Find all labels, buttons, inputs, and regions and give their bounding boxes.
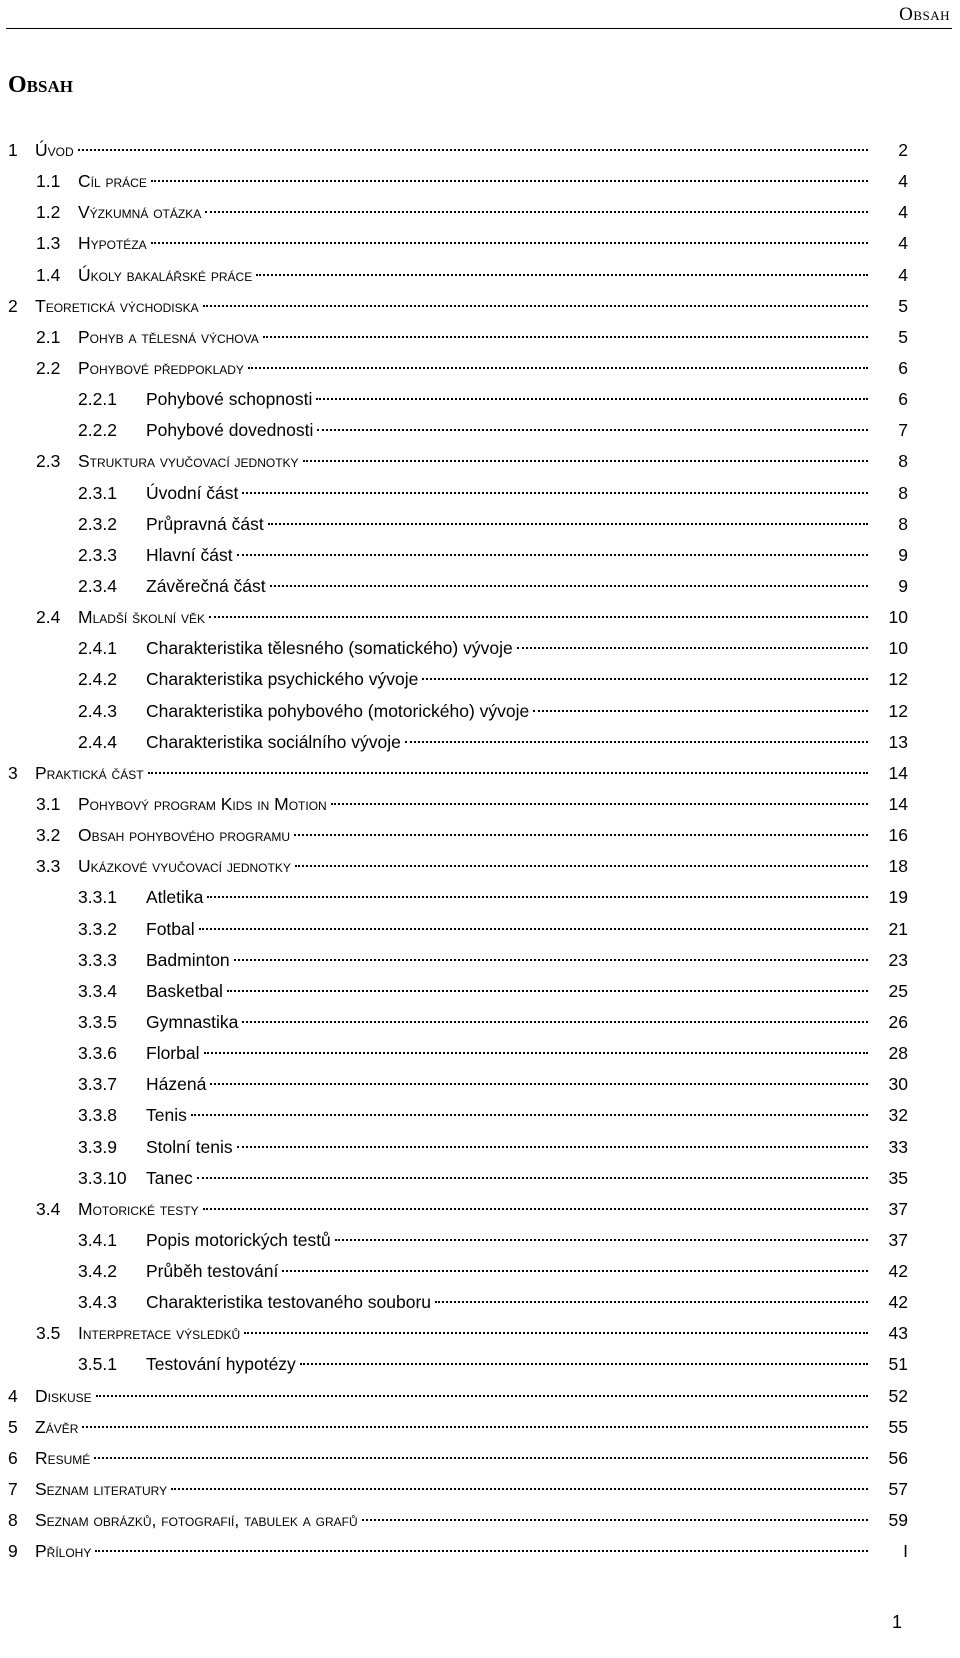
dot-leader	[171, 1488, 868, 1490]
toc-entry-label[interactable]: Popis motorických testů	[146, 1229, 331, 1250]
dot-leader	[294, 834, 868, 836]
toc-entry-page: 14	[888, 762, 908, 783]
dot-leader	[242, 492, 868, 494]
toc-entry[interactable]	[0, 415, 960, 446]
toc-entry[interactable]	[0, 851, 960, 882]
toc-entry-label[interactable]: Pohybový program Kids in Motion	[78, 793, 327, 814]
toc-entry[interactable]	[0, 446, 960, 477]
dot-leader	[204, 1052, 869, 1054]
toc-entry-number: 3.5	[36, 1323, 61, 1344]
toc-entry[interactable]	[0, 322, 960, 353]
toc-entry-label[interactable]: Seznam literatury	[35, 1479, 168, 1500]
toc-entry-page: 13	[888, 731, 908, 752]
toc-entry-label[interactable]: Seznam obrázků, fotografií, tabulek a grafů	[35, 1510, 358, 1531]
toc-entry-page: 19	[888, 887, 908, 908]
toc-entry-label[interactable]: Házená	[146, 1074, 207, 1095]
toc-entry[interactable]	[0, 1225, 960, 1256]
dot-leader	[270, 585, 868, 587]
toc-entry-label[interactable]: Průpravná část	[146, 513, 264, 534]
toc-entry-number: 9	[8, 1541, 18, 1562]
dot-leader	[242, 1021, 868, 1023]
toc-entry-number: 3.4.2	[78, 1261, 117, 1282]
toc-entry-number: 3.3.10	[78, 1167, 127, 1188]
toc-entry-page: 25	[888, 980, 908, 1001]
toc-entry[interactable]	[0, 696, 960, 727]
toc-entry[interactable]	[0, 384, 960, 415]
dot-leader	[203, 1208, 868, 1210]
toc-entry-number: 3.4.3	[78, 1292, 117, 1313]
toc-entry-page: 6	[898, 389, 908, 410]
dot-leader	[205, 211, 868, 213]
dot-leader	[268, 523, 868, 525]
toc-entry[interactable]	[0, 976, 960, 1007]
toc-entry[interactable]	[0, 914, 960, 945]
toc-entry-page: 23	[888, 949, 908, 970]
dot-leader	[362, 1519, 868, 1521]
toc-entry-label[interactable]: Pohybové předpoklady	[78, 357, 244, 378]
toc-entry[interactable]	[0, 1100, 960, 1131]
toc-entry-number: 1.3	[36, 233, 61, 254]
toc-entry-label[interactable]: Motorické testy	[78, 1198, 199, 1219]
toc-entry-label[interactable]: Charakteristika psychického vývoje	[146, 669, 419, 690]
dot-leader	[237, 1146, 868, 1148]
toc-entry-label[interactable]: Interpretace výsledků	[78, 1323, 241, 1344]
toc-entry[interactable]	[0, 291, 960, 322]
toc-entry-label[interactable]: Teoretická východiska	[35, 295, 199, 316]
toc-entry-page: 21	[888, 918, 908, 939]
dot-leader	[316, 398, 868, 400]
toc-entry[interactable]	[0, 882, 960, 913]
dot-leader	[197, 1177, 868, 1179]
dot-leader	[303, 460, 868, 462]
toc-entry-number: 2.3.2	[78, 513, 117, 534]
toc-entry-page: 9	[898, 575, 908, 596]
dot-leader	[237, 554, 868, 556]
toc-entry[interactable]	[0, 135, 960, 166]
toc-entry[interactable]	[0, 1287, 960, 1318]
toc-entry-number: 3.3	[36, 856, 61, 877]
toc-entry-number: 8	[8, 1510, 18, 1531]
toc-entry[interactable]	[0, 1038, 960, 1069]
dot-leader	[331, 803, 868, 805]
toc-entry-page: 30	[888, 1074, 908, 1095]
toc-entry-label[interactable]: Florbal	[146, 1043, 200, 1064]
toc-entry[interactable]	[0, 1318, 960, 1349]
toc-entry-label[interactable]: Cíl práce	[78, 171, 147, 192]
toc-entry-label[interactable]: Charakteristika tělesného (somatického) vývoje	[146, 638, 513, 659]
toc-entry-number: 3.1	[36, 793, 61, 814]
toc-entry[interactable]	[0, 633, 960, 664]
toc-entry[interactable]	[0, 820, 960, 851]
toc-entry-label[interactable]: Hypotéza	[78, 233, 147, 254]
toc-entry[interactable]	[0, 1505, 960, 1536]
toc-entry-page: 18	[888, 856, 908, 877]
toc-entry[interactable]	[0, 1443, 960, 1474]
toc-entry-label[interactable]: Závěr	[35, 1416, 79, 1437]
toc-entry-label[interactable]: Tenis	[146, 1105, 187, 1126]
toc-entry[interactable]	[0, 789, 960, 820]
toc-entry[interactable]	[0, 945, 960, 976]
toc-entry-page: 33	[888, 1136, 908, 1157]
dot-leader	[95, 1550, 868, 1552]
toc-entry[interactable]	[0, 509, 960, 540]
toc-entry-label[interactable]: Fotbal	[146, 918, 195, 939]
toc-entry-number: 1.4	[36, 264, 61, 285]
toc-entry[interactable]	[0, 166, 960, 197]
toc-entry-number: 3.3.8	[78, 1105, 117, 1126]
dot-leader	[256, 274, 868, 276]
toc-entry[interactable]	[0, 1412, 960, 1443]
toc-entry-number: 2.4	[36, 607, 61, 628]
dot-leader	[191, 1114, 868, 1116]
toc-entry-page: 59	[888, 1510, 908, 1531]
dot-leader	[203, 305, 868, 307]
toc-entry-page: 7	[898, 420, 908, 441]
toc-entry-page: 2	[898, 140, 908, 160]
toc-entry-page: 10	[888, 607, 908, 628]
toc-entry-label[interactable]: Přílohy	[35, 1541, 92, 1562]
toc-entry-label[interactable]: Závěrečná část	[146, 575, 266, 596]
toc-entry-label[interactable]: Basketbal	[146, 980, 223, 1001]
page-number: 1	[891, 1612, 902, 1632]
toc-entry-label[interactable]: Výzkumná otázka	[78, 202, 202, 223]
toc-entry-label[interactable]: Úvod	[35, 140, 74, 160]
toc-entry-page: 37	[888, 1229, 908, 1250]
toc-entry-label[interactable]: Charakteristika sociálního vývoje	[146, 731, 401, 752]
dot-leader	[300, 1363, 868, 1365]
toc-entry-number: 2.3	[36, 451, 61, 472]
toc-entry-number: 1.1	[36, 171, 61, 192]
dot-leader	[148, 772, 868, 774]
toc-entry-page: 6	[898, 357, 908, 378]
header-divider	[6, 28, 952, 29]
dot-leader	[295, 865, 868, 867]
toc-entry-page: 32	[888, 1105, 908, 1126]
toc-entry-number: 3.3.6	[78, 1043, 117, 1064]
dot-leader	[151, 242, 868, 244]
toc-entry[interactable]	[0, 260, 960, 291]
toc-entry-label[interactable]: Pohyb a tělesná výchova	[78, 326, 259, 347]
toc-entry-page: 57	[888, 1479, 908, 1500]
toc-entry-label[interactable]: Atletika	[146, 887, 204, 908]
dot-leader	[317, 429, 868, 431]
toc-entry-page: 4	[898, 264, 908, 285]
toc-entry-number: 2.3.1	[78, 482, 117, 503]
toc-entry-label[interactable]: Úkoly bakalářské práce	[78, 264, 253, 285]
toc-entry-page: 26	[888, 1011, 908, 1032]
toc-entry[interactable]	[0, 1069, 960, 1100]
toc-entry[interactable]	[0, 664, 960, 695]
dot-leader	[533, 710, 868, 712]
dot-leader	[210, 1083, 868, 1085]
dot-leader	[248, 367, 868, 369]
dot-leader	[78, 149, 868, 151]
toc-entry-page: 4	[898, 233, 908, 254]
toc-entry-page: 5	[898, 295, 908, 316]
toc-entry-number: 7	[8, 1479, 18, 1500]
toc-entry-label[interactable]: Badminton	[146, 949, 230, 970]
toc-entry-label[interactable]: Praktická část	[35, 762, 144, 783]
toc-entry-label[interactable]: Pohybové schopnosti	[146, 389, 313, 410]
toc-entry-number: 2.2	[36, 357, 61, 378]
toc-entry-label[interactable]: Ukázkové vyučovací jednotky	[78, 856, 291, 877]
toc-entry-label[interactable]: Diskuse	[35, 1385, 92, 1406]
toc-entry-number: 3.3.9	[78, 1136, 117, 1157]
dot-leader	[96, 1395, 868, 1397]
toc-entry-number: 6	[8, 1447, 18, 1468]
toc-entry[interactable]	[0, 1474, 960, 1505]
dot-leader	[405, 741, 868, 743]
toc-entry-number: 2.1	[36, 326, 61, 347]
dot-leader	[94, 1457, 868, 1459]
toc-entry-number: 3.3.1	[78, 887, 117, 908]
toc-entry-label[interactable]: Gymnastika	[146, 1011, 239, 1032]
toc-entry-number: 3.3.2	[78, 918, 117, 939]
toc-entry-page: 4	[898, 202, 908, 223]
dot-leader	[209, 616, 868, 618]
toc-entry-page: 14	[888, 793, 908, 814]
table-of-contents	[0, 135, 960, 1567]
dot-leader	[335, 1239, 868, 1241]
dot-leader	[517, 647, 868, 649]
toc-entry-page: I	[903, 1541, 908, 1562]
toc-entry[interactable]	[0, 1349, 960, 1380]
toc-entry-number: 3	[8, 762, 18, 783]
page-title: Obsah	[8, 72, 73, 98]
toc-entry-page: 52	[888, 1385, 908, 1406]
toc-entry-label[interactable]: Struktura vyučovací jednotky	[78, 451, 299, 472]
toc-entry[interactable]	[0, 1007, 960, 1038]
toc-entry[interactable]	[0, 197, 960, 228]
dot-leader	[207, 896, 868, 898]
toc-entry-page: 56	[888, 1447, 908, 1468]
toc-entry-label[interactable]: Tanec	[146, 1167, 193, 1188]
toc-entry-number: 2.2.2	[78, 420, 117, 441]
toc-entry[interactable]	[0, 602, 960, 633]
dot-leader	[227, 990, 868, 992]
toc-entry-label[interactable]: Pohybové dovednosti	[146, 420, 314, 441]
toc-entry-number: 3.3.3	[78, 949, 117, 970]
toc-entry-number: 2.4.4	[78, 731, 117, 752]
toc-entry[interactable]	[0, 1194, 960, 1225]
toc-entry[interactable]	[0, 228, 960, 259]
toc-entry-page: 51	[888, 1354, 908, 1375]
dot-leader	[234, 959, 868, 961]
toc-entry-number: 4	[8, 1385, 18, 1406]
toc-entry-number: 3.5.1	[78, 1354, 117, 1375]
toc-entry-page: 4	[898, 171, 908, 192]
dot-leader	[199, 928, 868, 930]
toc-entry-page: 35	[888, 1167, 908, 1188]
dot-leader	[151, 180, 868, 182]
dot-leader	[263, 336, 868, 338]
toc-entry[interactable]	[0, 1381, 960, 1412]
toc-entry-page: 43	[888, 1323, 908, 1344]
toc-entry-page: 5	[898, 326, 908, 347]
toc-entry-number: 3.2	[36, 825, 61, 846]
toc-entry[interactable]	[0, 1163, 960, 1194]
toc-entry-label[interactable]: Resumé	[35, 1447, 91, 1468]
toc-entry-number: 2.4.1	[78, 638, 117, 659]
toc-entry[interactable]	[0, 540, 960, 571]
toc-entry-number: 2.3.3	[78, 544, 117, 565]
toc-entry[interactable]	[0, 478, 960, 509]
toc-entry-label[interactable]: Průběh testování	[146, 1261, 279, 1282]
dot-leader	[435, 1301, 868, 1303]
toc-entry-page: 37	[888, 1198, 908, 1219]
dot-leader	[244, 1332, 868, 1334]
toc-entry-number: 1.2	[36, 202, 61, 223]
toc-entry-number: 3.4.1	[78, 1229, 117, 1250]
toc-entry-number: 2.4.3	[78, 700, 117, 721]
toc-entry-page: 12	[888, 669, 908, 690]
toc-entry-page: 8	[898, 513, 908, 534]
toc-entry-number: 3.3.4	[78, 980, 117, 1001]
dot-leader	[282, 1270, 868, 1272]
toc-entry-page: 55	[888, 1416, 908, 1437]
toc-entry-label[interactable]: Hlavní část	[146, 544, 233, 565]
toc-entry-number: 3.4	[36, 1198, 61, 1219]
toc-entry[interactable]	[0, 727, 960, 758]
toc-entry-page: 9	[898, 544, 908, 565]
toc-entry-number: 2	[8, 295, 18, 316]
dot-leader	[422, 678, 868, 680]
toc-entry-number: 3.3.5	[78, 1011, 117, 1032]
toc-entry-page: 8	[898, 451, 908, 472]
toc-entry[interactable]	[0, 758, 960, 789]
toc-entry[interactable]	[0, 1536, 960, 1567]
toc-entry-page: 42	[888, 1292, 908, 1313]
toc-entry-label[interactable]: Mladší školní věk	[78, 607, 206, 628]
toc-entry-number: 1	[8, 140, 18, 160]
toc-entry-page: 28	[888, 1043, 908, 1064]
toc-entry[interactable]	[0, 1256, 960, 1287]
toc-entry-number: 2.4.2	[78, 669, 117, 690]
toc-entry-label[interactable]: Stolní tenis	[146, 1136, 233, 1157]
dot-leader	[82, 1426, 868, 1428]
toc-entry[interactable]	[0, 1132, 960, 1163]
toc-entry-label[interactable]: Úvodní část	[146, 482, 239, 503]
toc-entry-page: 8	[898, 482, 908, 503]
toc-entry-label[interactable]: Obsah pohybového programu	[78, 825, 291, 846]
toc-entry-page: 12	[888, 700, 908, 721]
toc-entry-page: 10	[888, 638, 908, 659]
toc-entry-number: 2.3.4	[78, 575, 117, 596]
toc-entry-number: 5	[8, 1416, 18, 1437]
toc-entry-label[interactable]: Charakteristika pohybového (motorického) vývoje	[146, 700, 530, 721]
running-header: Obsah	[899, 4, 950, 25]
toc-entry-label[interactable]: Testování hypotézy	[146, 1354, 296, 1375]
toc-entry-number: 2.2.1	[78, 389, 117, 410]
toc-entry-number: 3.3.7	[78, 1074, 117, 1095]
toc-entry[interactable]	[0, 353, 960, 384]
toc-entry-page: 42	[888, 1261, 908, 1282]
toc-entry-label[interactable]: Charakteristika testovaného souboru	[146, 1292, 432, 1313]
toc-entry[interactable]	[0, 571, 960, 602]
toc-entry-page: 16	[888, 825, 908, 846]
